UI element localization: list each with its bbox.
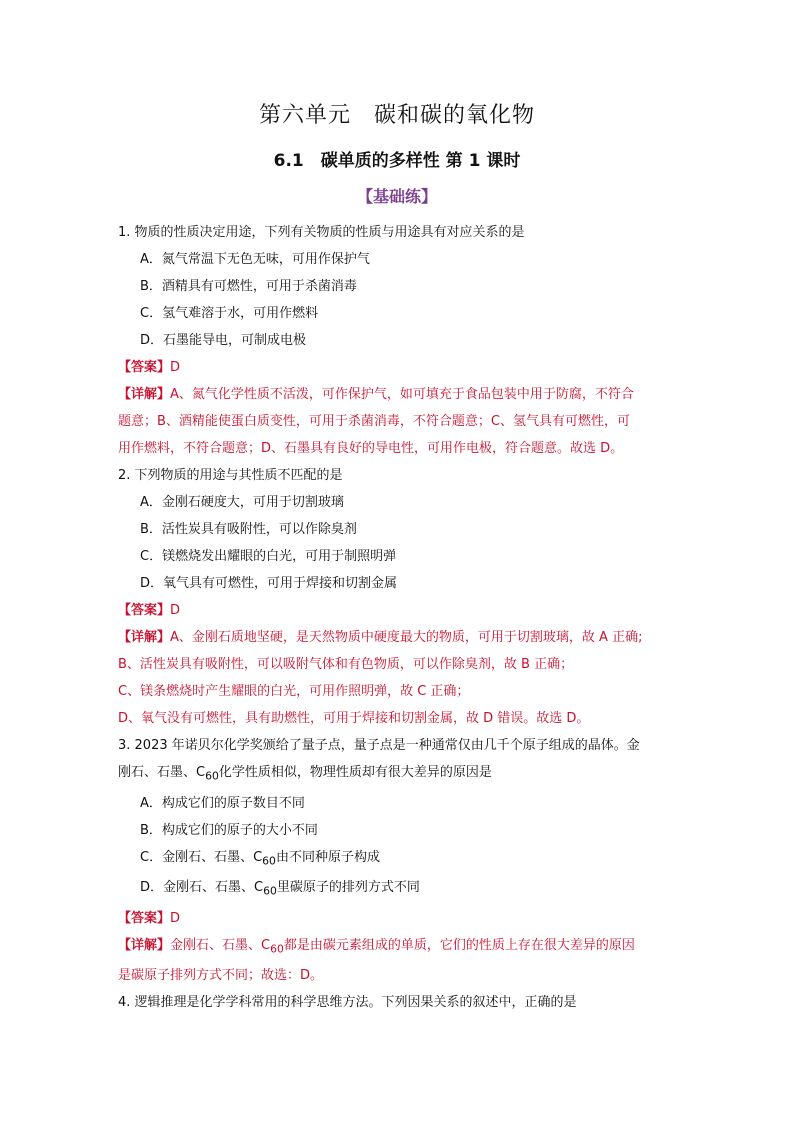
detail-tag: 【详解】 xyxy=(118,387,171,402)
q1-stem: 1. 物质的性质决定用途，下列有关物质的性质与用途具有对应关系的是 xyxy=(118,225,525,240)
question-content xyxy=(118,219,678,1016)
q4-stem: 4. 逻辑推理是化学学科常用的科学思维方法。下列因果关系的叙述中，正确的是 xyxy=(118,995,577,1011)
q2-option-c: C．镁燃烧发出耀眼的白光，可用于制照明弹 xyxy=(140,549,397,564)
stem-text: 刚石、石墨、C xyxy=(118,765,206,780)
q1-answer xyxy=(118,354,678,381)
option-text: D．金刚石、石墨、C xyxy=(140,880,264,896)
subscript: 60 xyxy=(262,854,276,868)
q3-option-a: A．构成它们的原子数目不同 xyxy=(140,795,305,811)
q2-option-d: D．氧气具有可燃性，可用于焊接和切割金属 xyxy=(140,576,398,591)
q2-detail-line: C、镁条燃烧时产生耀眼的白光，可用作照明弹，故 C 正确； xyxy=(118,684,470,699)
section-heading: 【基础练】 xyxy=(356,187,437,206)
answer-tag: 【答案】 xyxy=(118,360,171,375)
q2-detail-line xyxy=(118,624,678,651)
detail-text: 都是由碳元素组成的单质，它们的性质上存在很大差异的原因 xyxy=(283,937,635,953)
q1-option-c: C．氢气难溶于水，可用作燃料 xyxy=(140,306,319,321)
subscript: 60 xyxy=(205,769,219,783)
detail-tag: 【详解】 xyxy=(118,630,171,645)
answer-tag: 【答案】 xyxy=(118,910,171,926)
detail-text: 金刚石、石墨、C xyxy=(170,937,271,953)
q3-stem xyxy=(118,759,678,790)
page-title: 第六单元 碳和碳的氧化物 xyxy=(258,103,535,128)
q1-option-b: B．酒精具有可燃性，可用于杀菌消毒 xyxy=(140,279,357,294)
detail-text: A、金刚石质地坚硬，是天然物质中硬度最大的物质，可用于切割玻璃，故 A 正确; xyxy=(170,630,643,645)
q2-detail-line: B、活性炭具有吸附性，可以吸附气体和有色物质，可以作除臭剂，故 B 正确； xyxy=(118,657,574,672)
answer-value: D xyxy=(170,910,181,926)
detail-text: A、氮气化学性质不活泼，可作保护气，如可填充于食品包装中用于防腐，不符合 xyxy=(170,387,634,402)
q2-detail-line: D、氧气没有可燃性，具有助燃性，可用于焊接和切割金属，故 D 错误。故选 D。 xyxy=(118,711,590,726)
q2-option-b: B．活性炭具有吸附性，可以作除臭剂 xyxy=(140,522,357,537)
q3-stem: 3. 2023 年诺贝尔化学奖颁给了量子点，量子点是一种通常仅由几千个原子组成的晶体。金 xyxy=(118,738,640,753)
q3-option-c xyxy=(118,844,678,875)
stem-text: 化学性质相似，物理性质却有很大差异的原因是 xyxy=(218,765,492,780)
subscript: 60 xyxy=(270,942,284,956)
q3-option-d xyxy=(118,874,678,905)
q1-option-a: A．氮气常温下无色无味，可用作保护气 xyxy=(140,252,370,267)
q1-detail-line xyxy=(118,381,678,408)
q3-option-b: B．构成它们的原子的大小不同 xyxy=(140,822,318,838)
q1-option-d: D．石墨能导电，可制成电极 xyxy=(140,333,307,348)
q3-detail-line xyxy=(118,932,678,963)
lesson-subtitle: 6.1 碳单质的多样性 第 1 课时 xyxy=(273,151,521,171)
q3-detail-line: 是碳原子排列方式不同；故选：D。 xyxy=(118,968,324,984)
option-text: C．金刚石、石墨、C xyxy=(140,849,263,865)
option-text: 里碳原子的排列方式不同 xyxy=(276,880,420,896)
subscript: 60 xyxy=(263,884,277,898)
detail-tag: 【详解】 xyxy=(118,937,171,953)
answer-value: D xyxy=(170,603,181,618)
answer-tag: 【答案】 xyxy=(118,603,171,618)
answer-value: D xyxy=(170,360,181,375)
q3-answer xyxy=(118,905,678,932)
q1-detail-line: 用作燃料，不符合题意；D、石墨具有良好的导电性，可用作电极，符合题意。故选 D。 xyxy=(118,441,624,456)
option-text: 由不同种原子构成 xyxy=(275,849,380,865)
q1-detail-line: 题意；B、酒精能使蛋白质变性，可用于杀菌消毒，不符合题意；C、氢气具有可燃性，可 xyxy=(118,414,630,429)
q2-option-a: A．金刚石硬度大，可用于切割玻璃 xyxy=(140,495,344,510)
q2-stem: 2. 下列物质的用途与其性质不匹配的是 xyxy=(118,468,343,483)
q2-answer xyxy=(118,597,678,624)
